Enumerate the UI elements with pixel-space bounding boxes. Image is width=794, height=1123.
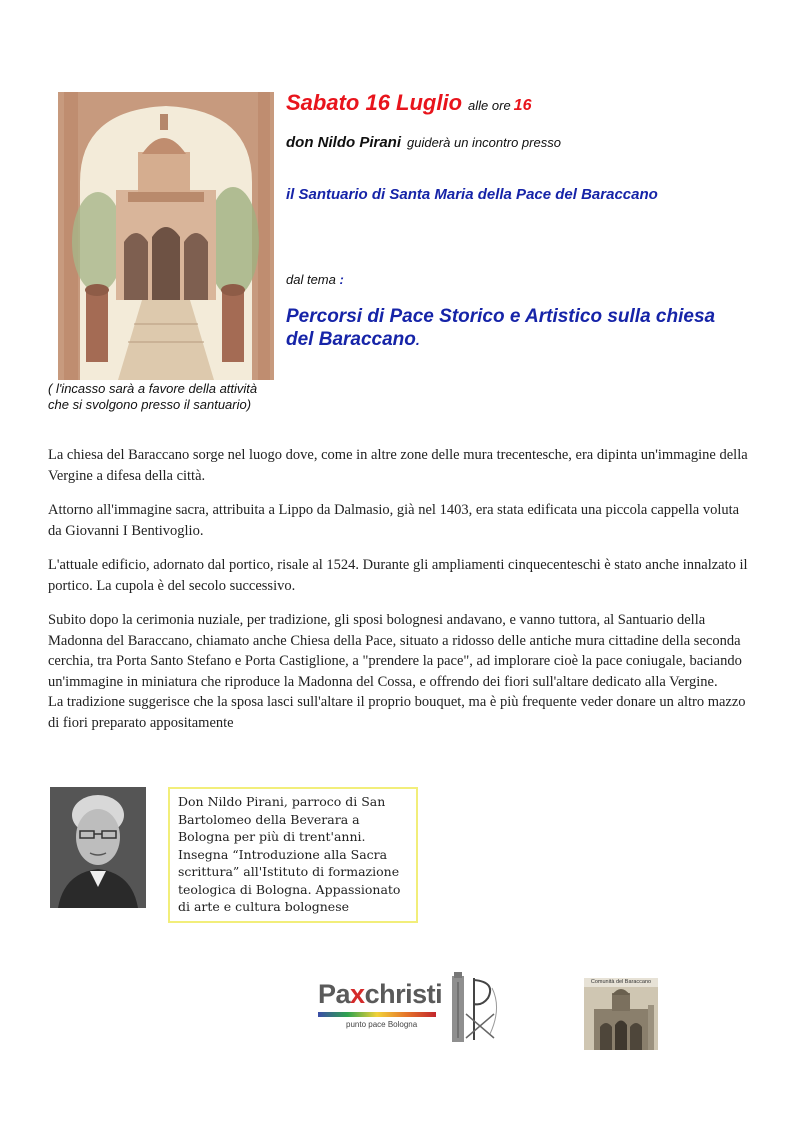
proceeds-note: ( l'incasso sarà a favore della attività che si svolgono presso il santuario): [48, 381, 258, 412]
parish-emblem-icon: [444, 968, 506, 1046]
theme-label: dal tema :: [286, 272, 344, 287]
paragraph: L'attuale edificio, adornato dal portico, risale al 1524. Durante gli ampliamenti cinquecenteschi è stato anche innalzato il portico. La cupola è del secolo successivo.: [48, 557, 748, 594]
event-place: il Santuario di Santa Maria della Pace del Baraccano: [286, 186, 658, 203]
body-text: [48, 445, 748, 747]
paragraph: La chiesa del Baraccano sorge nel luogo dove, come in altre zone delle mura trecentesche, era dipinta un'immagine della Vergine a difesa della città.: [48, 447, 748, 484]
event-date-line: [286, 90, 531, 116]
speaker-action: guiderà un incontro presso: [407, 135, 561, 150]
sanctuary-painting: [58, 92, 274, 380]
event-hour: 16: [513, 97, 532, 114]
speaker-bio: Don Nildo Pirani, parroco di San Bartolomeo della Beverara a Bologna per più di trent'anni. Insegna “Introduzione alla Sacra scrittura” all'Istituto di formazione teologica di Bologna. Appassionato di arte e cultura bolognese: [178, 794, 401, 914]
church-photo-icon: [584, 987, 658, 1050]
speaker-bio-box: [168, 787, 418, 923]
paragraph: Subito dopo la cerimonia nuziale, per tradizione, gli sposi bolognesi andavano, e vanno tuttora, al Santuario della Madonna del Baraccano, chiamato anche Chiesa della Pace, situato a ridosso delle antiche mura cittadine della seconda cerchia, tra Porta Santo Stefano e Porta Castiglione, a "prendere la pace", ad implorare cioè la pace coniugale, baciando un'immagine in miniatura che riproduce la Madonna del Cossa, e offrendo dei fiori sull'altare dedicato alla Vergine.: [48, 612, 742, 690]
speaker-line: [286, 134, 561, 152]
paxchristi-logo: Paxchristi punto pace Bologna: [318, 979, 443, 1029]
theme-title: Percorsi di Pace Storico e Artistico sulla chiesa del Baraccano.: [286, 306, 716, 350]
paragraph: La tradizione suggerisce che la sposa lasci sull'altare il proprio bouquet, ma è più frequente veder donare un altro mazzo di fiori preparato appositamente: [48, 694, 746, 731]
speaker-portrait: [50, 787, 146, 908]
event-time-prefix: alle ore: [468, 98, 511, 113]
baraccano-church-logo: Comunità del Baraccano: [584, 978, 658, 1050]
speaker-name: don Nildo Pirani: [286, 134, 401, 151]
event-day: Sabato 16 Luglio: [286, 90, 463, 115]
paragraph: Attorno all'immagine sacra, attribuita a Lippo da Dalmasio, già nel 1403, era stata edificata una piccola cappella voluta da Giovanni I Bentivoglio.: [48, 502, 740, 539]
